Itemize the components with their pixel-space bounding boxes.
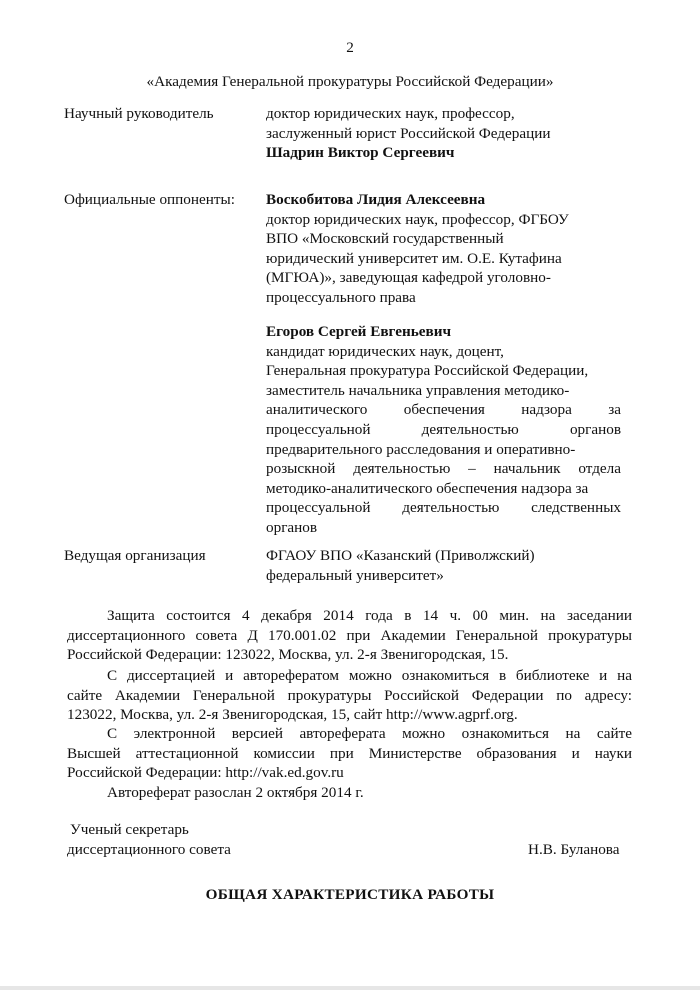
supervisor-title: заслуженный юрист Российской Федерации	[266, 124, 551, 142]
paragraph-line: Высшей аттестационной комиссии при Министерстве образования и науки	[67, 744, 632, 762]
paragraph-line: 123022, Москва, ул. 2-я Звенигородская, 15, сайт http://www.agprf.org.	[67, 706, 518, 724]
opponent-2-details	[266, 322, 621, 538]
paragraph-line: Российской Федерации: http://vak.ed.gov.ru	[67, 764, 344, 782]
paragraph-line: Защита состоится 4 декабря 2014 года в 14 ч. 00 мин. на заседании	[107, 607, 632, 624]
defense-paragraph	[67, 606, 632, 665]
opponent-1-name: Воскобитова Лидия Алексеевна	[266, 191, 486, 208]
paragraph-line: диссертационного совета Д 170.001.02 при Академии Генеральной прокуратуры	[67, 626, 632, 644]
leading-org-details	[266, 546, 621, 585]
opponent-1-line: доктор юридических наук, профессор, ФГБОУ	[266, 210, 569, 228]
paragraph-line: Автореферат разослан 2 октября 2014 г.	[107, 784, 364, 801]
opponent-1-line: юридический университет им. О.Е. Кутафина	[266, 249, 562, 267]
leading-org-line: ФГАОУ ВПО «Казанский (Приволжский)	[266, 547, 535, 564]
institution-line: «Академия Генеральной прокуратуры Российской Федерации»	[146, 73, 554, 90]
opponent-2-line: процессуальной деятельностью органов	[266, 420, 621, 438]
supervisor-details	[266, 104, 621, 163]
opponent-2-line: органов	[266, 518, 318, 536]
opponent-2-line: аналитического обеспечения надзора за	[266, 401, 621, 419]
opponent-1-line: процессуального права	[266, 288, 416, 306]
opponent-2-line: розыскной деятельностью – начальник отдела	[266, 460, 621, 478]
secretary-name: Н.В. Буланова	[528, 841, 620, 858]
opponent-2-line: Генеральная прокуратура Российской Федерации,	[266, 362, 589, 380]
page-number: 2	[346, 39, 354, 56]
page-bottom-edge	[0, 986, 700, 990]
opponent-1-details	[266, 190, 621, 308]
opponent-1-line: (МГЮА)», заведующая кафедрой уголовно-	[266, 269, 551, 287]
paragraph-line: С электронной версией автореферата можно ознакомиться на сайте	[107, 725, 632, 742]
opponent-2-line: процессуальной деятельностью следственных	[266, 499, 621, 517]
secretary-title: Ученый секретарь	[70, 821, 189, 838]
opponent-2-line: предварительного расследования и оперативно-	[266, 440, 576, 458]
paragraph-line: Российской Федерации: 123022, Москва, ул. 2-я Звенигородская, 15.	[67, 646, 509, 664]
vak-paragraph	[67, 724, 632, 783]
opponent-2-line: заместитель начальника управления методико-	[266, 381, 570, 399]
opponents-label: Официальные оппоненты:	[64, 191, 235, 208]
opponent-1-line: ВПО «Московский государственный	[266, 230, 504, 248]
paragraph-line: сайте Академии Генеральной прокуратуры Российской Федерации по адресу:	[67, 686, 632, 704]
supervisor-name: Шадрин Виктор Сергеевич	[266, 144, 455, 162]
opponent-2-line: кандидат юридических наук, доцент,	[266, 342, 504, 360]
leading-org-label: Ведущая организация	[64, 547, 206, 564]
opponent-2-name: Егоров Сергей Евгеньевич	[266, 323, 452, 340]
library-paragraph	[67, 666, 632, 725]
opponent-2-line: методико-аналитического обеспечения надзора за	[266, 479, 589, 497]
paragraph-line: С диссертацией и авторефератом можно ознакомиться в библиотеке и на	[107, 667, 632, 684]
leading-org-line: федеральный университет»	[266, 566, 444, 584]
secretary-council: диссертационного совета	[67, 841, 231, 858]
sent-paragraph	[67, 783, 632, 803]
section-heading: ОБЩАЯ ХАРАКТЕРИСТИКА РАБОТЫ	[205, 886, 495, 903]
supervisor-label: Научный руководитель	[64, 105, 214, 122]
supervisor-degree: доктор юридических наук, профессор,	[266, 105, 515, 122]
